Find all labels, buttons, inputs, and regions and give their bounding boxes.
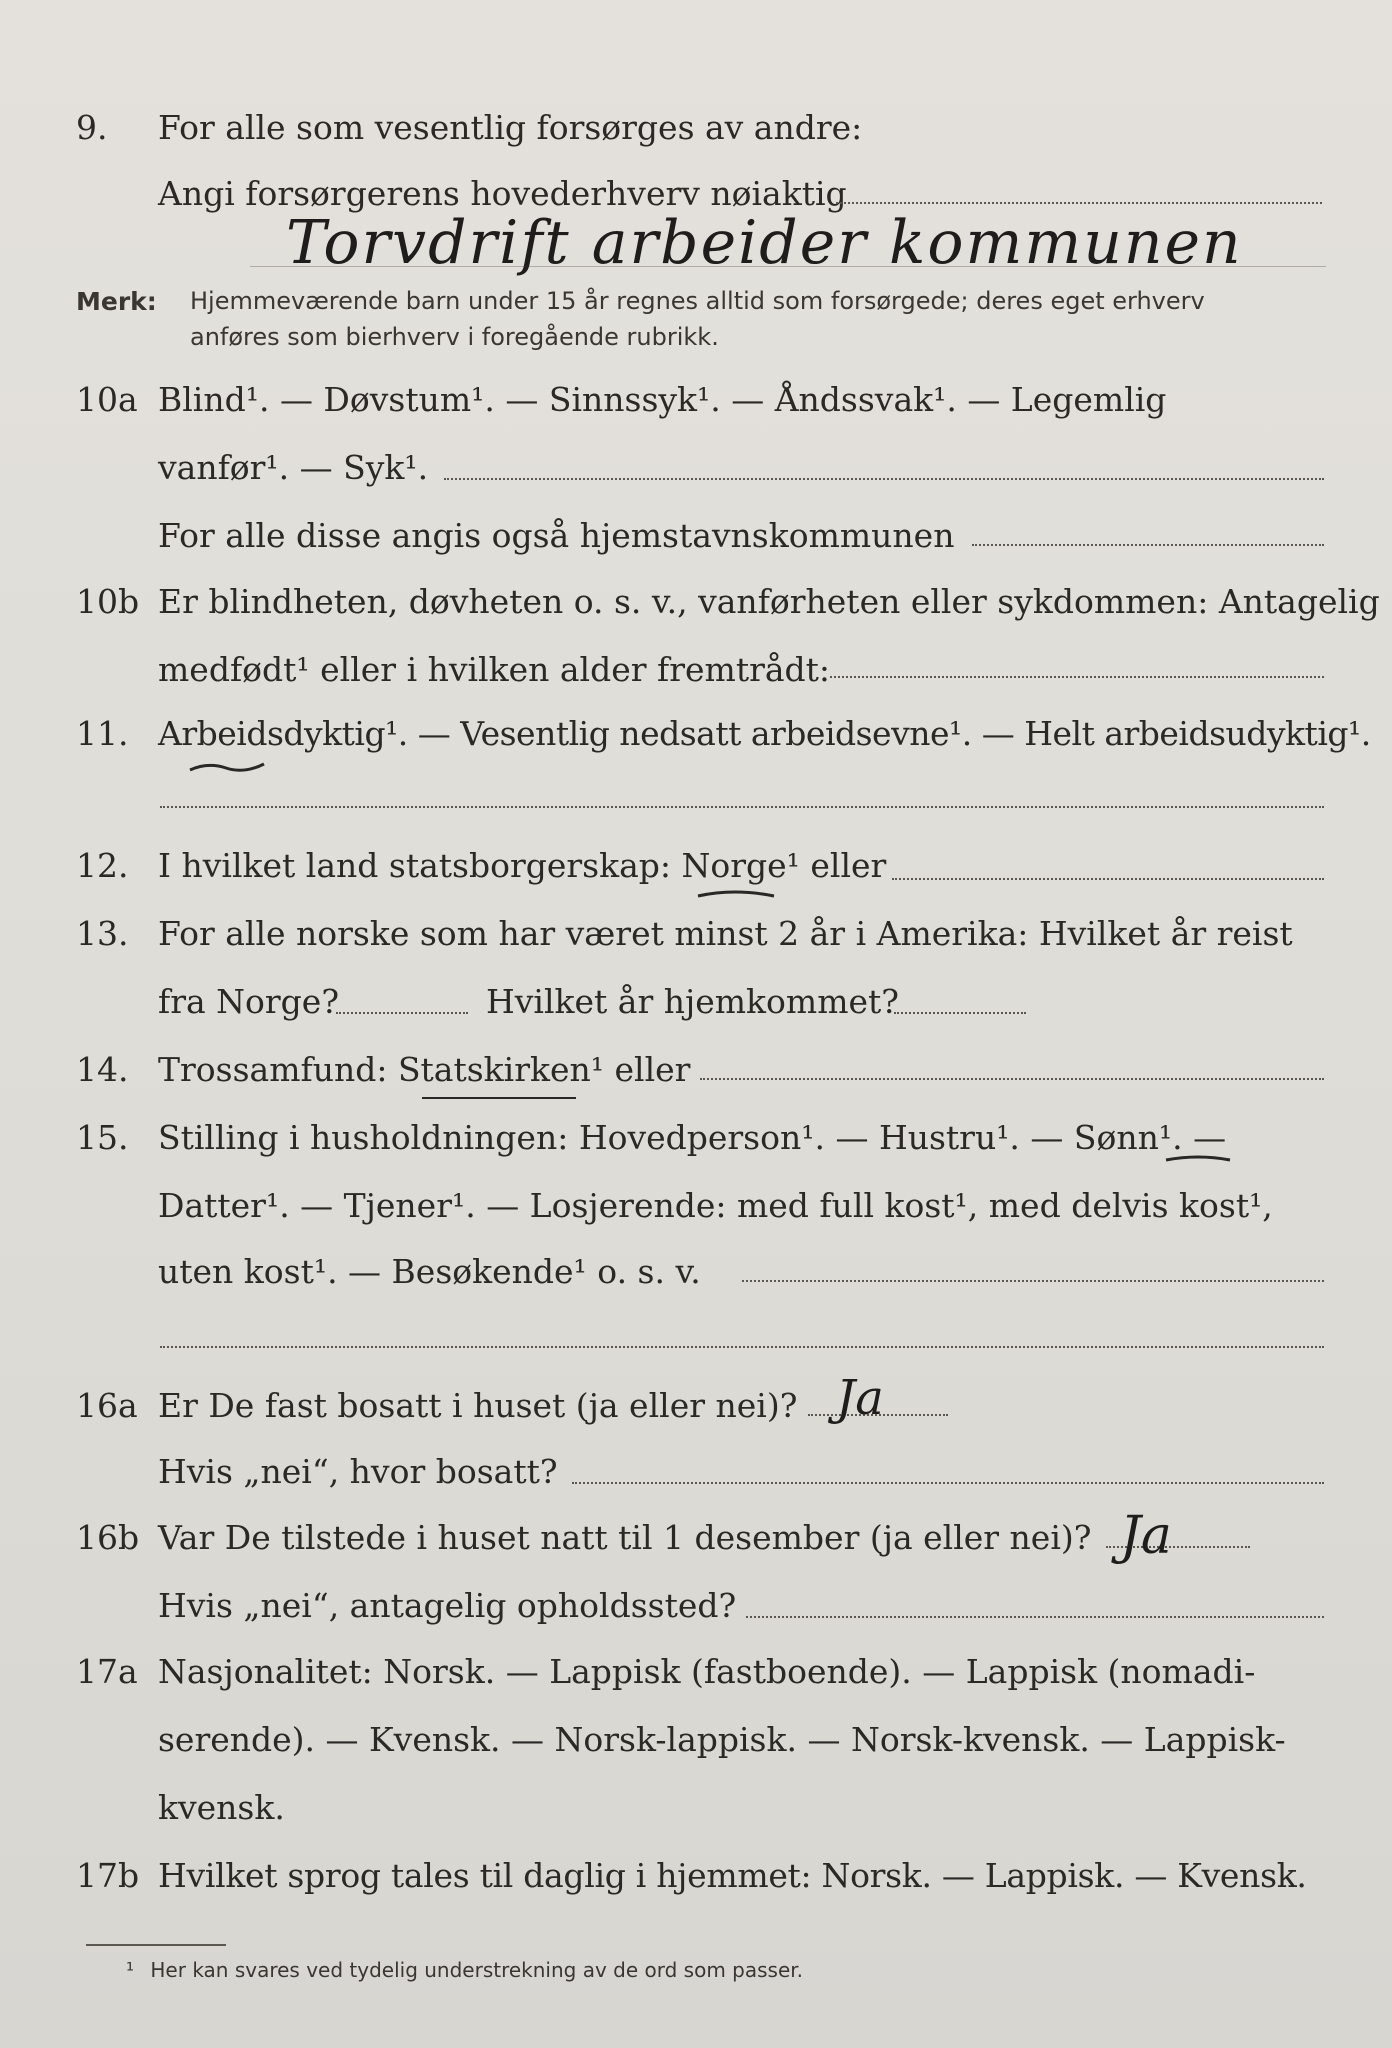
q17a-number: 17a [76,1652,138,1691]
q15-number: 15. [76,1118,129,1157]
q11-underline-mark [188,756,268,776]
q15-underline-mark [1164,1152,1232,1168]
q11-line1: Arbeidsdyktig¹. — Vesentlig nedsatt arbeidsevne¹. — Helt arbeidsudyktig¹. [158,714,1371,753]
merk-label: Merk: [76,287,157,316]
q13-line2b: Hvilket år hjemkommet? [486,982,899,1021]
q9-dotted-field[interactable] [836,202,1322,204]
q9-answer-line [250,266,1326,267]
q9-handwritten-answer: Torvdrift arbeider kommunen [286,208,1243,278]
q10b-dotted-field[interactable] [830,676,1324,678]
q13-line1: For alle norske som har været minst 2 år i Amerika: Hvilket år reist [158,914,1293,953]
q16a-handwritten-answer: Ja [836,1370,884,1426]
q10b-line1: Er blindheten, døvheten o. s. v., vanførheten eller sykdommen: Antagelig [158,582,1380,621]
q12-line1: I hvilket land statsborgerskap: Norge¹ eller [158,846,887,885]
q16b-line2: Hvis „nei“, antagelig opholdssted? [158,1586,737,1625]
q15-line3: uten kost¹. — Besøkende¹ o. s. v. [158,1252,701,1291]
q9-number: 9. [76,108,108,147]
q16b-number: 16b [76,1518,140,1557]
merk-line1: Hjemmeværende barn under 15 år regnes alltid som forsørgede; deres eget erhverv [190,287,1205,315]
q13-number: 13. [76,914,129,953]
footnote-text: Her kan svares ved tydelig understrekning av de ord som passer. [150,1958,804,1982]
q14-number: 14. [76,1050,129,1089]
q12-underline-mark [694,886,778,904]
q15-line1: Stilling i husholdningen: Hovedperson¹. — Hustru¹. — Sønn¹. — [158,1118,1227,1157]
q10b-number: 10b [76,582,140,621]
q9-line1: For alle som vesentlig forsørges av andre: [158,108,863,147]
q17b-number: 17b [76,1856,140,1895]
q17a-line2: serende). — Kvensk. — Norsk-lappisk. — Norsk-kvensk. — Lappisk- [158,1720,1286,1759]
q16b-handwritten-answer: Ja [1120,1506,1172,1566]
q12-dotted-field[interactable] [892,878,1324,880]
q13-left-year-field[interactable] [336,1012,468,1014]
q11-number: 11. [76,714,129,753]
q13-line2a: fra Norge? [158,982,340,1021]
q11-dotted-field[interactable] [160,806,1324,808]
q16a-line2: Hvis „nei“, hvor bosatt? [158,1452,558,1491]
footnote-mark: ¹ [126,1958,135,1982]
q10a-line1: Blind¹. — Døvstum¹. — Sinnssyk¹. — Åndssvak¹. — Legemlig [158,380,1167,419]
q17b-line1: Hvilket sprog tales til daglig i hjemmet: Norsk. — Lappisk. — Kvensk. [158,1856,1307,1895]
q10a-line3: For alle disse angis også hjemstavnskommunen [158,516,955,555]
q15-line2: Datter¹. — Tjener¹. — Losjerende: med full kost¹, med delvis kost¹, [158,1186,1273,1225]
q10a-number: 10a [76,380,138,419]
q15-dotted-field[interactable] [742,1280,1324,1282]
q9-line2: Angi forsørgerens hovederhverv nøiaktig [158,174,847,213]
q14-line1: Trossamfund: Statskirken¹ eller [158,1050,691,1089]
q10a-hometown-field[interactable] [972,544,1324,546]
q13-return-year-field[interactable] [894,1012,1026,1014]
q16b-line1: Var De tilstede i huset natt til 1 desember (ja eller nei)? [158,1518,1092,1557]
q14-underline-mark [420,1090,580,1106]
q17a-line1: Nasjonalitet: Norsk. — Lappisk (fastboende). — Lappisk (nomadi- [158,1652,1256,1691]
q10a-dotted-field[interactable] [444,478,1324,480]
footnote [126,1958,803,1982]
q10b-line2: medfødt¹ eller i hvilken alder fremtrådt: [158,650,831,689]
footnote-rule [86,1944,226,1946]
q15-second-dotted-field[interactable] [160,1346,1324,1348]
q14-dotted-field[interactable] [700,1078,1324,1080]
q17a-line3: kvensk. [158,1788,285,1827]
q16a-line1: Er De fast bosatt i huset (ja eller nei)? [158,1386,798,1425]
q16a-where-field[interactable] [572,1482,1324,1484]
merk-line2: anføres som bierhverv i foregående rubrikk. [190,323,719,351]
q12-number: 12. [76,846,129,885]
q10a-line2: vanfør¹. — Syk¹. [158,448,429,487]
q16a-number: 16a [76,1386,138,1425]
q16b-where-field[interactable] [746,1616,1324,1618]
